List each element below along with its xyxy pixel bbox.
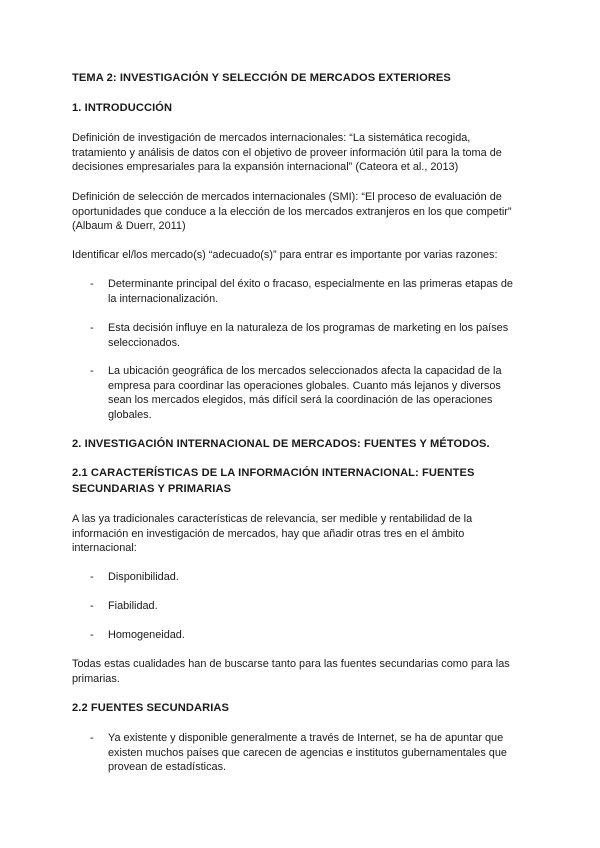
list-item-text: La ubicación geográfica de los mercados seleccionados afecta la capacidad de la empresa para coordinar las operaciones globales. Cuanto más lejanos y diversos sean los mercados elegidos, más difícil será la coordinación de las operaciones globales.	[108, 365, 502, 421]
list-item-text: Disponibilidad.	[108, 571, 179, 583]
section-heading-fuentes-secundarias: 2.2 FUENTES SECUNDARIAS	[72, 702, 230, 714]
paragraph-definicion-investigacion: Definición de investigación de mercados internacionales: “La sistemática recogida, tratamiento y análisis de datos con el objetivo de proveer información útil para la toma de decisiones empresariales para la expansión internacional” (Cateora et al., 2013)	[72, 132, 502, 174]
paragraph-caracteristicas-intro: A las ya tradicionales características de relevancia, ser medible y rentabilidad de la información en investigación de mercados, hay que añadir otras tres en el ámbito internacional:	[72, 513, 473, 555]
section-heading-introduccion: 1. INTRODUCCIÓN	[72, 102, 173, 114]
list-item	[90, 364, 524, 422]
list-item-text: Fiabilidad.	[108, 600, 158, 612]
list-item	[90, 570, 524, 585]
bullet-dash: -	[90, 629, 94, 641]
bullet-dash: -	[90, 322, 94, 334]
list-item-text: Homogeneidad.	[108, 629, 185, 641]
list-item	[90, 277, 524, 306]
list-item	[90, 599, 524, 614]
section-heading-investigacion-internacional: 2. INVESTIGACIÓN INTERNACIONAL DE MERCADOS: FUENTES Y MÉTODOS.	[72, 438, 490, 450]
list-item-text: Ya existente y disponible generalmente a través de Internet, se ha de apuntar que existen muchos países que carecen de agencias e institutos gubernamentales que provean de estadísticas.	[108, 732, 507, 774]
list-item	[90, 321, 524, 350]
list-item	[90, 628, 524, 643]
document-title: TEMA 2: INVESTIGACIÓN Y SELECCIÓN DE MERCADOS EXTERIORES	[72, 72, 451, 84]
list-item-text: Esta decisión influye en la naturaleza de los programas de marketing en los países seleccionados.	[108, 322, 509, 349]
bullet-dash: -	[90, 278, 94, 290]
list-item-text: Determinante principal del éxito o fracaso, especialmente en las primeras etapas de la internacionalización.	[108, 278, 513, 305]
bullet-dash: -	[90, 571, 94, 583]
list-item	[90, 731, 524, 775]
paragraph-identificar-mercados: Identificar el/los mercado(s) “adecuado(s)” para entrar es importante por varias razones:	[72, 249, 498, 261]
bullet-dash: -	[90, 732, 94, 744]
bullet-dash: -	[90, 600, 94, 612]
paragraph-cualidades: Todas estas cualidades han de buscarse tanto para las fuentes secundarias como para las primarias.	[72, 658, 510, 685]
paragraph-definicion-seleccion: Definición de selección de mercados internacionales (SMI): “El proceso de evaluación de oportunidades que conduce a la elección de los mercados extranjeros en los que competir” (Albaum & Duerr, 2011)	[72, 191, 512, 233]
section-heading-caracteristicas: 2.1 CARACTERÍSTICAS DE LA INFORMACIÓN INTERNACIONAL: FUENTES SECUNDARIAS Y PRIMARIAS	[72, 467, 475, 495]
bullet-dash: -	[90, 365, 94, 377]
